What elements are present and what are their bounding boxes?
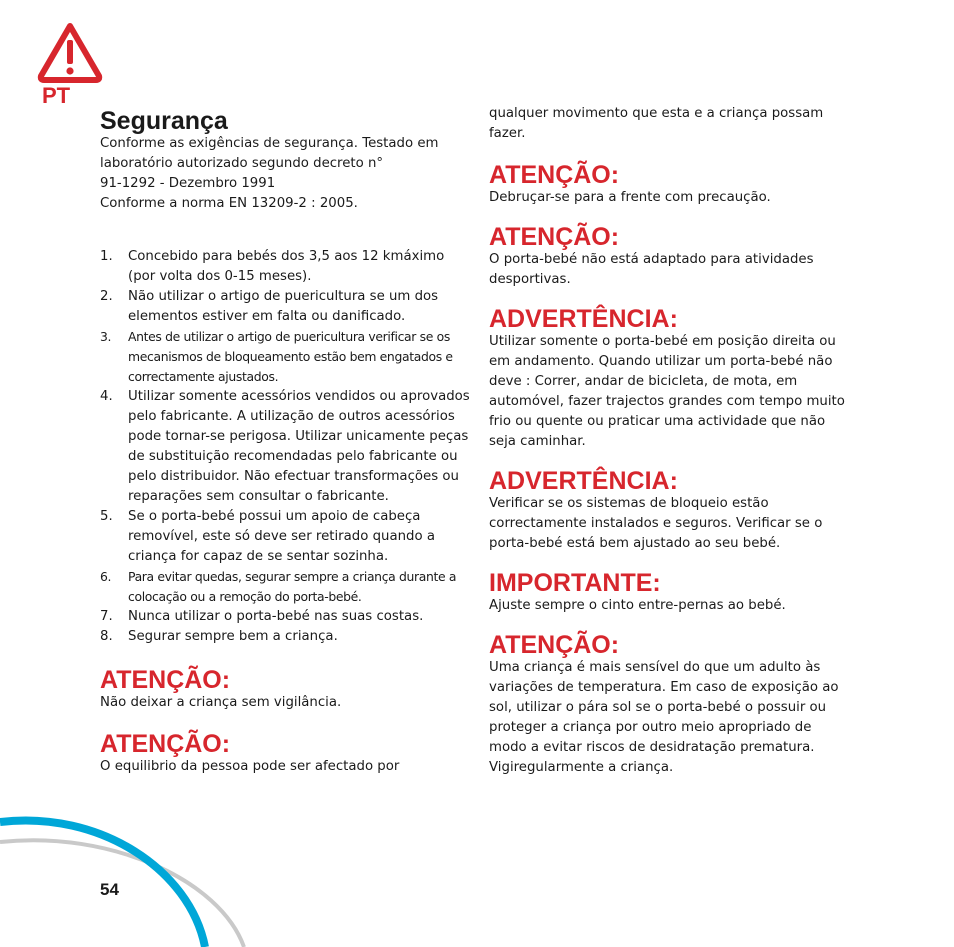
language-code: PT	[42, 83, 71, 108]
list-item	[100, 567, 470, 607]
warning-text: O equilibrio da pessoa pode ser afectado por	[100, 759, 400, 774]
warning-heading: ATENÇÃO:	[489, 631, 620, 659]
intro-line: Conforme as exigências de segurança. Testado em	[100, 136, 439, 151]
list-item	[100, 387, 470, 507]
intro-line: Conforme a norma EN 13209-2 : 2005.	[100, 196, 358, 211]
warning-text: Uma criança é mais sensível do que um adulto às variações de temperatura. Em caso de exposição ao sol, utilizar o pára sol se o porta-bebé o possuir ou proteger a criança por outro meio apropriado de modo a evitar riscos de desidratação prematura. Vigiregularmente a criança.	[489, 660, 839, 775]
item-number: 5.	[100, 509, 113, 524]
item-number: 7.	[100, 609, 113, 624]
warning-heading: ATENÇÃO:	[489, 223, 620, 251]
caution-text: Verificar se os sistemas de bloqueio estão correctamente instalados e seguros. Verificar se o porta-bebé está bem ajustado ao seu bebé.	[489, 496, 823, 551]
warning-heading: ATENÇÃO:	[100, 730, 231, 758]
item-number: 3.	[100, 329, 112, 344]
item-text: Se o porta-bebé possui um apoio de cabeça removível, este só deve ser retirado quando a criança for capaz de se sentar sozinha.	[128, 509, 435, 564]
warning-heading: ATENÇÃO:	[489, 161, 620, 189]
warning-text: O porta-bebé não está adaptado para atividades desportivas.	[489, 252, 814, 287]
item-number: 8.	[100, 629, 113, 644]
item-text: Segurar sempre bem a criança.	[128, 629, 338, 644]
list-item	[100, 627, 470, 647]
left-column	[100, 108, 470, 777]
warning-text: Não deixar a criança sem vigilância.	[100, 695, 342, 710]
decorative-swoosh	[0, 810, 260, 947]
item-number: 4.	[100, 389, 113, 404]
caution-text: Utilizar somente o porta-bebé em posição direita ou em andamento. Quando utilizar um porta-bebé não deve : Correr, andar de bicicleta, de mota, em automóvel, fazer trajectos grandes com tempo muito frio ou quente ou praticar uma actividade que não seja caminhar.	[489, 334, 845, 449]
warning-heading: ATENÇÃO:	[100, 666, 231, 694]
list-item	[100, 607, 470, 627]
item-number: 6.	[100, 569, 112, 584]
list-item	[100, 327, 470, 387]
caution-heading: ADVERTÊNCIA:	[489, 467, 678, 495]
page-number: 54	[100, 880, 119, 899]
list-item	[100, 507, 470, 567]
warning-icon	[37, 22, 103, 84]
important-text: Ajuste sempre o cinto entre-pernas ao bebé.	[489, 598, 786, 613]
item-text: Antes de utilizar o artigo de puericultura verificar se os mecanismos de bloqueamento estão bem engatados e correctamente ajustados.	[128, 329, 453, 384]
page-title: Segurança	[100, 107, 228, 135]
right-column	[489, 104, 849, 778]
item-number: 2.	[100, 289, 113, 304]
list-item	[100, 287, 470, 327]
important-heading: IMPORTANTE:	[489, 569, 661, 597]
intro-line: laboratório autorizado segundo decreto n°	[100, 156, 384, 171]
continuation-text: qualquer movimento que esta e a criança possam fazer.	[489, 106, 824, 141]
item-text: Nunca utilizar o porta-bebé nas suas costas.	[128, 609, 424, 624]
warning-text: Debruçar-se para a frente com precaução.	[489, 190, 771, 205]
safety-list	[100, 247, 470, 647]
intro-line: 91-1292 - Dezembro 1991	[100, 176, 276, 191]
item-text: Utilizar somente acessórios vendidos ou aprovados pelo fabricante. A utilização de outros acessórios pode tornar-se perigosa. Utilizar unicamente peças de substituição recomendadas pelo fabricante ou pelo distribuidor. Não efectuar transformações ou reparações sem consultar o fabricante.	[128, 389, 470, 504]
intro-text	[100, 134, 470, 214]
item-text: Não utilizar o artigo de puericultura se um dos elementos estiver em falta ou danificado.	[128, 289, 439, 324]
item-number: 1.	[100, 249, 113, 264]
item-text: Concebido para bebés dos 3,5 aos 12 kmáximo (por volta dos 0-15 meses).	[128, 249, 445, 284]
item-text: Para evitar quedas, segurar sempre a criança durante a colocação ou a remoção do porta-bebé.	[128, 569, 457, 604]
list-item	[100, 247, 470, 287]
caution-heading: ADVERTÊNCIA:	[489, 305, 678, 333]
